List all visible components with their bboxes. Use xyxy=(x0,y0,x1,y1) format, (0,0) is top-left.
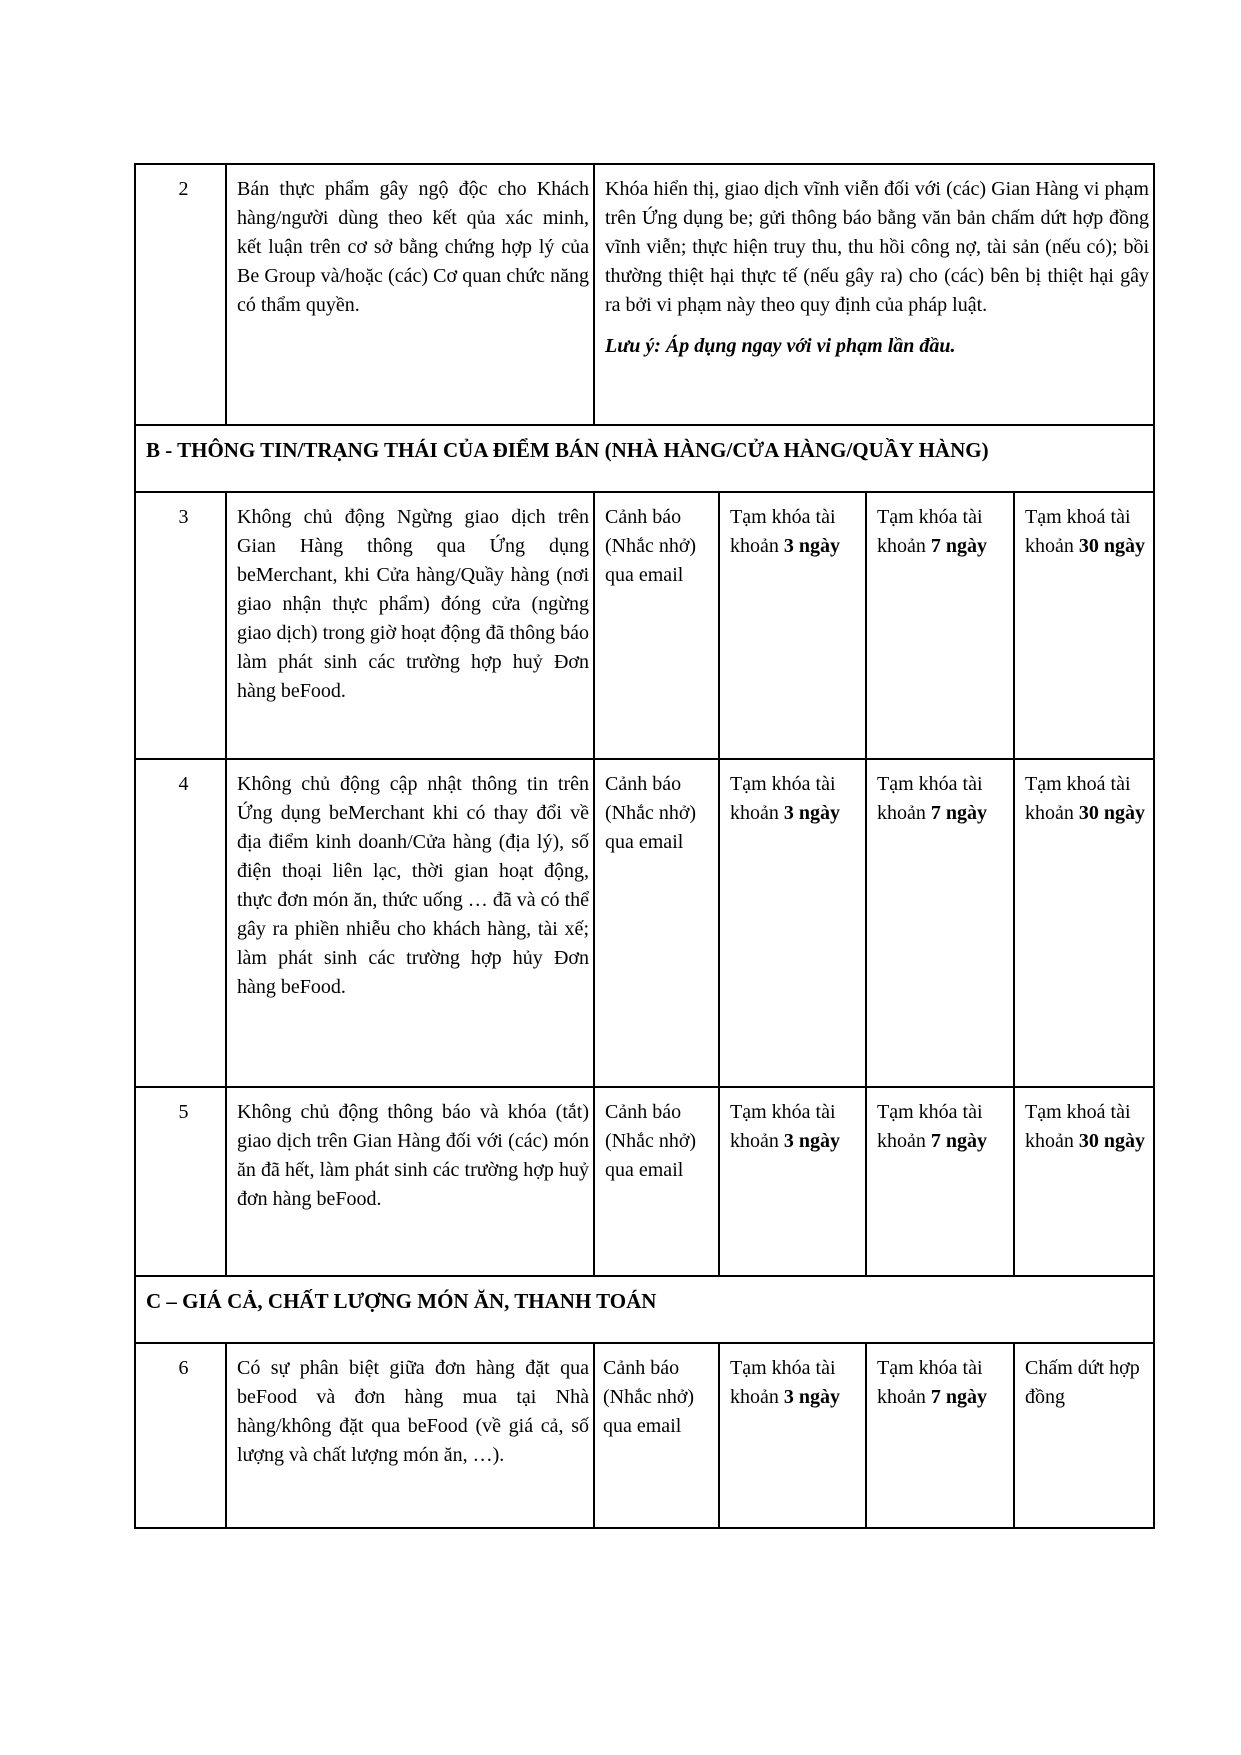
section-b-title: B - THÔNG TIN/TRẠNG THÁI CỦA ĐIỂM BÁN (NHÀ HÀNG/CỬA HÀNG/QUẦY HÀNG) xyxy=(146,438,989,462)
violation-text: Không chủ động cập nhật thông tin trên Ứng dụng beMerchant khi có thay đổi về địa điểm kinh doanh/Cửa hàng (địa lý), số điện thoại liên lạc, thời gian hoạt động, thực đơn món ăn, thức uống … đã và có thể gây ra phiền nhiễu cho khách hàng, tài xế; làm phát sinh các trường hợp hủy Đơn hàng beFood. xyxy=(226,759,594,1087)
penalty-lock-30-days: Tạm khoá tài khoản 30 ngày xyxy=(1014,492,1154,759)
penalty-warning: Cảnh báo (Nhắc nhở) qua email xyxy=(594,1087,719,1276)
row-number: 3 xyxy=(135,492,226,759)
table-row xyxy=(135,759,1154,1087)
penalty-lock-3-days: Tạm khóa tài khoản 3 ngày xyxy=(719,492,866,759)
remedy-text: Khóa hiển thị, giao dịch vĩnh viễn đối với (các) Gian Hàng vi phạm trên Ứng dụng be; gửi thông báo bằng văn bản chấm dứt hợp đồng vĩnh viễn; thực hiện truy thu, thu hồi công nợ, tài sản (nếu có); bồi thường thiệt hại thực tế (nếu gây ra) cho (các) bên bị thiệt hại gây ra bởi vi phạm này theo quy định của pháp luật. xyxy=(605,178,1149,316)
remedy-cell xyxy=(594,164,1154,425)
penalty-lock-7-days: Tạm khóa tài khoản 7 ngày xyxy=(866,1343,1014,1528)
violation-text: Bán thực phẩm gây ngộ độc cho Khách hàng/người dùng theo kết qủa xác minh, kết luận trên cơ sở bằng chứng hợp lý của Be Group và/hoặc (các) Cơ quan chức năng có thẩm quyền. xyxy=(226,164,594,425)
penalty-terminate-contract: Chấm dứt hợp đồng xyxy=(1014,1343,1154,1528)
penalty-lock-3-days: Tạm khóa tài khoản 3 ngày xyxy=(719,1343,866,1528)
penalty-lock-7-days: Tạm khóa tài khoản 7 ngày xyxy=(866,1087,1014,1276)
row-number: 5 xyxy=(135,1087,226,1276)
table-row xyxy=(135,1087,1154,1276)
penalty-lock-3-days: Tạm khóa tài khoản 3 ngày xyxy=(719,759,866,1087)
row-number: 6 xyxy=(135,1343,226,1528)
penalty-lock-7-days: Tạm khóa tài khoản 7 ngày xyxy=(866,492,1014,759)
table-row xyxy=(135,164,1154,425)
table-row xyxy=(135,1343,1154,1528)
violation-text: Có sự phân biệt giữa đơn hàng đặt qua beFood và đơn hàng mua tại Nhà hàng/không đặt qua beFood (về giá cả, số lượng và chất lượng món ăn, …). xyxy=(226,1343,594,1528)
section-b-header xyxy=(135,425,1154,492)
penalty-lock-7-days: Tạm khóa tài khoản 7 ngày xyxy=(866,759,1014,1087)
penalty-warning: Cảnh báo (Nhắc nhở) qua email xyxy=(594,759,719,1087)
remedy-note: Lưu ý: Áp dụng ngay với vi phạm lần đầu. xyxy=(605,335,956,357)
violations-penalties-table xyxy=(134,163,1155,1529)
section-c-header xyxy=(135,1276,1154,1343)
row-number: 4 xyxy=(135,759,226,1087)
penalty-warning: Cảnh báo (Nhắc nhở) qua email xyxy=(594,1343,719,1528)
section-b-row xyxy=(135,425,1154,492)
section-c-title: C – GIÁ CẢ, CHẤT LƯỢNG MÓN ĂN, THANH TOÁN xyxy=(146,1289,657,1313)
penalty-lock-30-days: Tạm khoá tài khoản 30 ngày xyxy=(1014,1087,1154,1276)
violation-text: Không chủ động Ngừng giao dịch trên Gian Hàng thông qua Ứng dụng beMerchant, khi Cửa hàng/Quầy hàng (nơi giao nhận thực phẩm) đóng cửa (ngừng giao dịch) trong giờ hoạt động đã thông báo làm phát sinh các trường hợp huỷ Đơn hàng beFood. xyxy=(226,492,594,759)
table-row xyxy=(135,492,1154,759)
penalty-lock-30-days: Tạm khoá tài khoản 30 ngày xyxy=(1014,759,1154,1087)
penalty-warning: Cảnh báo (Nhắc nhở) qua email xyxy=(594,492,719,759)
penalty-lock-3-days: Tạm khóa tài khoản 3 ngày xyxy=(719,1087,866,1276)
violation-text: Không chủ động thông báo và khóa (tắt) giao dịch trên Gian Hàng đối với (các) món ăn đã hết, làm phát sinh các trường hợp huỷ đơn hàng beFood. xyxy=(226,1087,594,1276)
row-number: 2 xyxy=(135,164,226,425)
section-c-row xyxy=(135,1276,1154,1343)
